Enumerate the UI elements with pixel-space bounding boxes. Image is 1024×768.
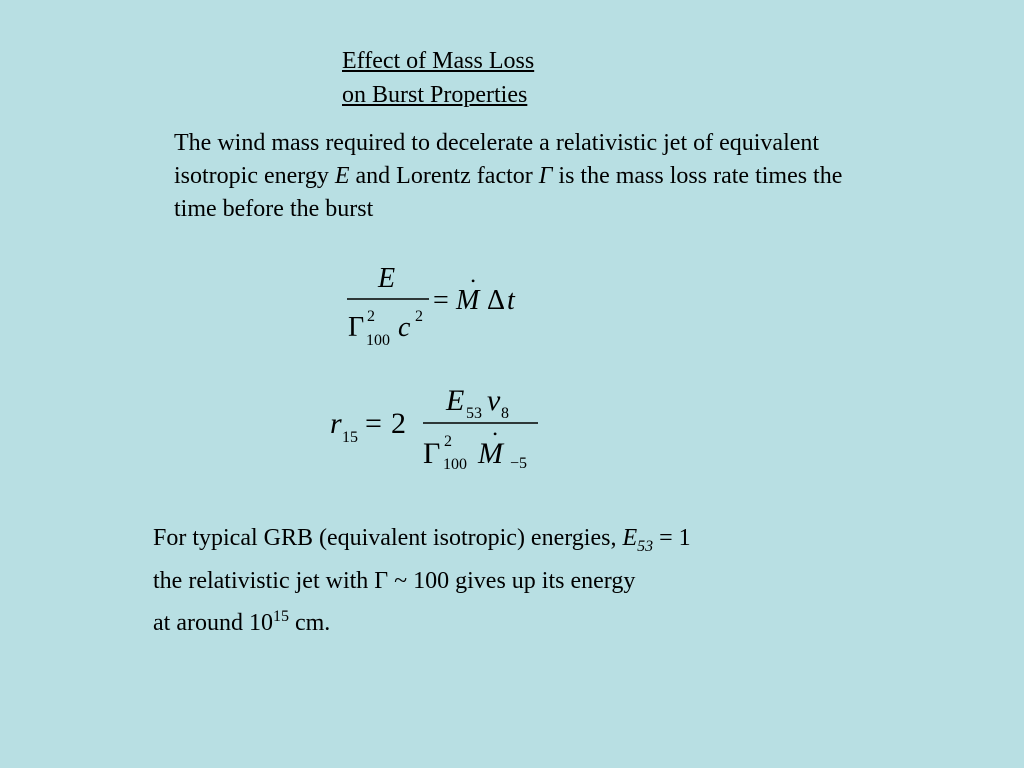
intro-gamma-symbol: Γ: [538, 163, 553, 189]
eq1-gamma: Γ: [348, 312, 365, 343]
intro-energy-symbol: E: [334, 163, 350, 189]
conclusion-line-1: [153, 521, 853, 564]
eq2-M: M: [478, 437, 503, 470]
conclusion-paragraph: [153, 521, 853, 641]
conclusion-text-1: For typical GRB (equivalent isotropic) energies,: [153, 525, 623, 551]
eq1-mdot-dot: •: [471, 274, 476, 288]
intro-text-1: The wind mass required to decelerate a relativistic jet of equivalent isotropic energy: [174, 130, 820, 189]
equation-radius: [325, 375, 555, 480]
eq2-equals: =: [365, 407, 382, 440]
conclusion-line-2: the relativistic jet with Γ ~ 100 gives up its energy: [153, 567, 636, 594]
eq2-M-sub: −5: [510, 455, 528, 472]
conclusion-E-sub: 53: [637, 537, 654, 555]
slide-title: [342, 44, 534, 112]
eq1-c: c: [398, 312, 411, 343]
eq1-gamma-sup: 2: [367, 308, 375, 325]
intro-text-2: and Lorentz factor: [349, 163, 539, 189]
intro-paragraph: [174, 127, 874, 226]
title-line-2: on Burst Properties: [342, 82, 528, 108]
conclusion-E53: [622, 525, 654, 555]
conclusion-text-2: = 1: [653, 525, 691, 551]
eq2-E: E: [446, 384, 465, 417]
eq2-gamma: Γ: [423, 437, 441, 470]
conclusion-text-4: cm.: [288, 609, 331, 636]
intro-text-3: is the mass loss rate times the time before the burst: [174, 163, 843, 222]
equation-radius-svg: [325, 375, 555, 480]
eq2-v: v: [487, 384, 501, 417]
conclusion-text-3: at around 10: [153, 609, 273, 636]
eq2-r-sub: 15: [342, 429, 358, 446]
title-line-1: Effect of Mass Loss: [342, 48, 535, 74]
eq1-gamma-sub: 100: [366, 332, 390, 349]
conclusion-exponent: 15: [272, 607, 289, 625]
eq1-M: M: [456, 285, 480, 316]
eq2-gamma-sub: 100: [443, 456, 467, 473]
eq1-c-sup: 2: [415, 308, 423, 325]
eq2-mdot-dot: •: [493, 427, 498, 441]
eq2-gamma-sup: 2: [444, 433, 452, 450]
eq1-equals: =: [433, 285, 449, 316]
eq1-delta: Δ: [487, 285, 506, 316]
eq2-r: r: [330, 407, 342, 440]
equation-mass-loss-svg: [340, 255, 540, 355]
conclusion-line-3: [153, 599, 853, 641]
eq2-E-sub: 53: [466, 405, 482, 422]
eq1-numerator: E: [378, 263, 396, 294]
equation-mass-loss: [340, 255, 540, 355]
eq2-coefficient: 2: [391, 407, 406, 440]
eq2-v-sub: 8: [501, 405, 509, 422]
eq1-t: t: [507, 285, 515, 316]
conclusion-E: E: [622, 525, 638, 551]
